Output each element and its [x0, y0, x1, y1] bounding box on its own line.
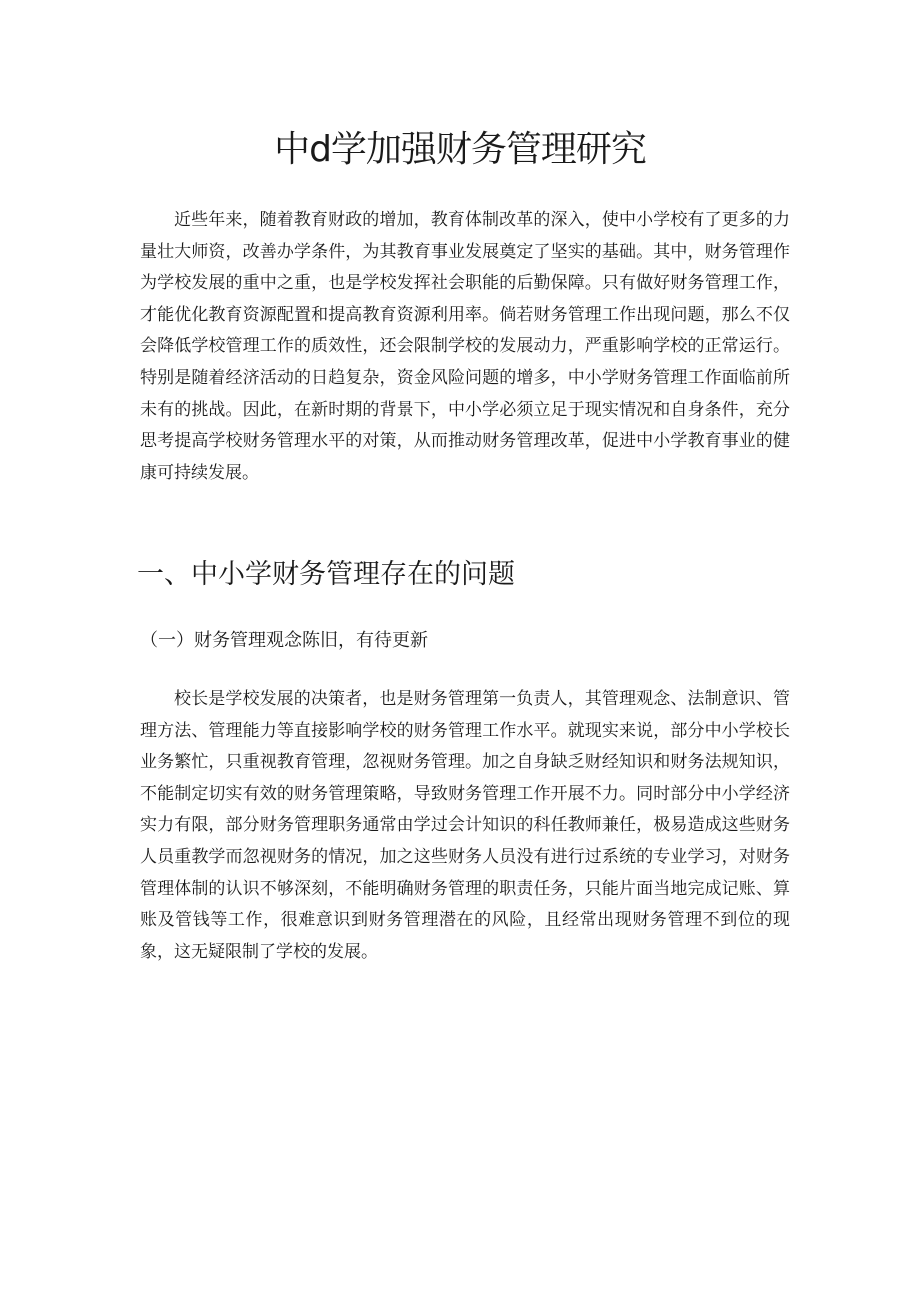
section-heading: 一、中小学财务管理存在的问题	[137, 559, 515, 590]
document-title: 中d学加强财务管理研究	[274, 129, 646, 170]
subsection-paragraph: 校长是学校发展的决策者，也是财务管理第一负责人，其管理观念、法制意识、管理方法、管理能力等直接影响学校的财务管理工作水平。就现实来说，部分中小学校长业务繁忙，只重视教育管理，忽视财务管理。加之自身缺乏财经知识和财务法规知识，不能制定切实有效的财务管理策略，导致财务管理工作开展不力。同时部分中小学经济实力有限，部分财务管理职务通常由学过会计知识的科任教师兼任，极易造成这些财务人员重教学而忽视财务的情况，加之这些财务人员没有进行过系统的专业学习，对财务管理体制的认识不够深刻，不能明确财务管理的职责任务，只能片面当地完成记账、算账及管钱等工作，很难意识到财务管理潜在的风险，且经常出现财务管理不到位的现象，这无疑限制了学校的发展。	[140, 689, 790, 962]
intro-paragraph: 近些年来，随着教育财政的增加，教育体制改革的深入，使中小学校有了更多的力量壮大师资，改善办学条件，为其教育事业发展奠定了坚实的基础。其中，财务管理作为学校发展的重中之重，也是学校发挥社会职能的后勤保障。只有做好财务管理工作，才能优化教育资源配置和提高教育资源利用率。倘若财务管理工作出现问题，那么不仅会降低学校管理工作的质效性，还会限制学校的发展动力，严重影响学校的正常运行。特别是随着经济活动的日趋复杂，资金风险问题的增多，中小学财务管理工作面临前所未有的挑战。因此，在新时期的背景下，中小学必须立足于现实情况和自身条件，充分思考提高学校财务管理水平的对策，从而推动财务管理改革，促进中小学教育事业的健康可持续发展。	[140, 210, 790, 483]
subsection-heading: （一）财务管理观念陈旧，有待更新	[140, 630, 428, 651]
